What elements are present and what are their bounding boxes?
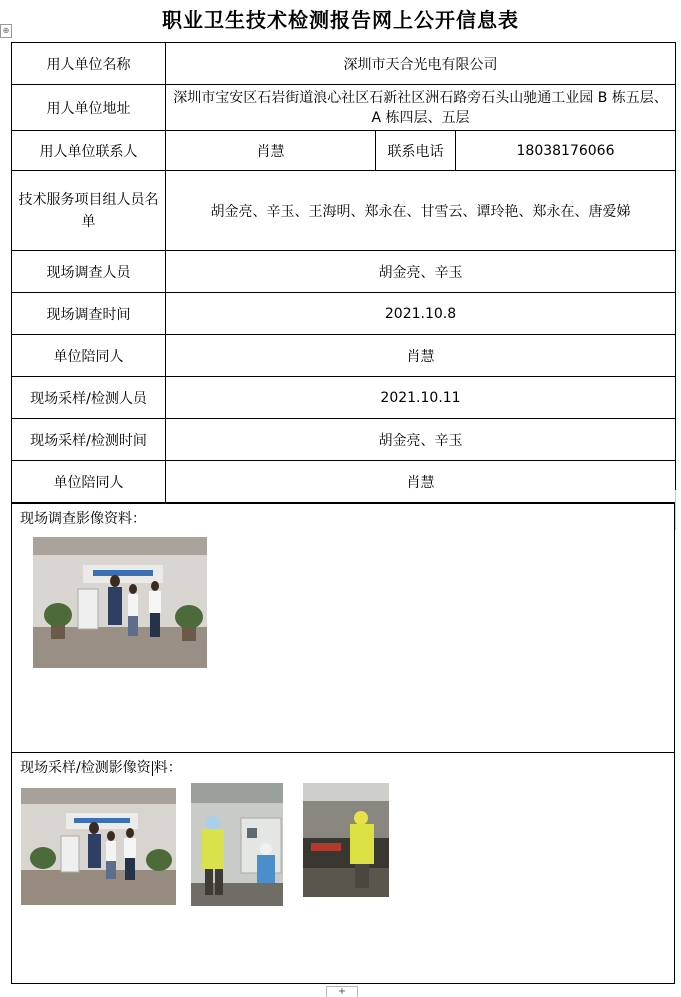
table-row — [12, 251, 676, 293]
table-row — [12, 377, 676, 419]
info-table — [11, 42, 676, 503]
row-value: 2021.10.8 — [166, 293, 676, 335]
survey-photos-section — [11, 503, 675, 753]
sampling-photo-3[interactable] — [303, 783, 389, 897]
row-label: 用人单位联系人 — [12, 131, 166, 171]
row-label: 单位陪同人 — [12, 335, 166, 377]
row-value: 2021.10.11 — [166, 377, 676, 419]
row-label: 现场采样/检测人员 — [12, 377, 166, 419]
sampling-photos-section — [11, 752, 675, 984]
row-value: 肖慧 — [166, 461, 676, 503]
table-row — [12, 171, 676, 251]
row-label: 现场调查人员 — [12, 251, 166, 293]
sampling-photos-label: 现场采样/检测影像资 料： — [20, 760, 182, 776]
row-value: 深圳市宝安区石岩街道浪心社区石新社区洲石路旁石头山驰通工业园 B 栋五层、A 栋四层、五层 — [166, 85, 676, 131]
scroll-edge[interactable] — [675, 490, 681, 530]
row-label: 用人单位地址 — [12, 85, 166, 131]
phone-label: 联系电话 — [376, 131, 456, 171]
row-label: 技术服务项目组人员名单 — [12, 171, 166, 251]
row-value: 胡金亮、辛玉、王海明、郑永在、甘雪云、谭玲艳、郑永在、唐爱娣 — [166, 171, 676, 251]
sampling-photo-1[interactable] — [21, 788, 176, 905]
row-label: 用人单位名称 — [12, 43, 166, 85]
text-cursor — [152, 761, 153, 776]
table-row — [12, 419, 676, 461]
survey-photos-label: 现场调查影像资料： — [20, 511, 146, 527]
sampling-photo-2[interactable] — [191, 783, 283, 906]
contact-name: 肖慧 — [166, 131, 376, 171]
row-value: 肖慧 — [166, 335, 676, 377]
phone-number: 18038176066 — [456, 131, 676, 171]
survey-photo[interactable] — [33, 537, 207, 668]
table-row — [12, 335, 676, 377]
add-sheet-button[interactable]: + — [326, 986, 358, 997]
row-label: 现场调查时间 — [12, 293, 166, 335]
table-anchor-icon[interactable]: ⊕ — [0, 24, 12, 38]
row-value: 胡金亮、辛玉 — [166, 419, 676, 461]
table-row — [12, 293, 676, 335]
table-row — [12, 85, 676, 131]
row-value: 深圳市天合光电有限公司 — [166, 43, 676, 85]
table-row — [12, 43, 676, 85]
row-value: 胡金亮、辛玉 — [166, 251, 676, 293]
document-title: 职业卫生技术检测报告网上公开信息表 — [162, 8, 519, 32]
row-label: 单位陪同人 — [12, 461, 166, 503]
row-label: 现场采样/检测时间 — [12, 419, 166, 461]
table-row — [12, 461, 676, 503]
table-row — [12, 131, 676, 171]
